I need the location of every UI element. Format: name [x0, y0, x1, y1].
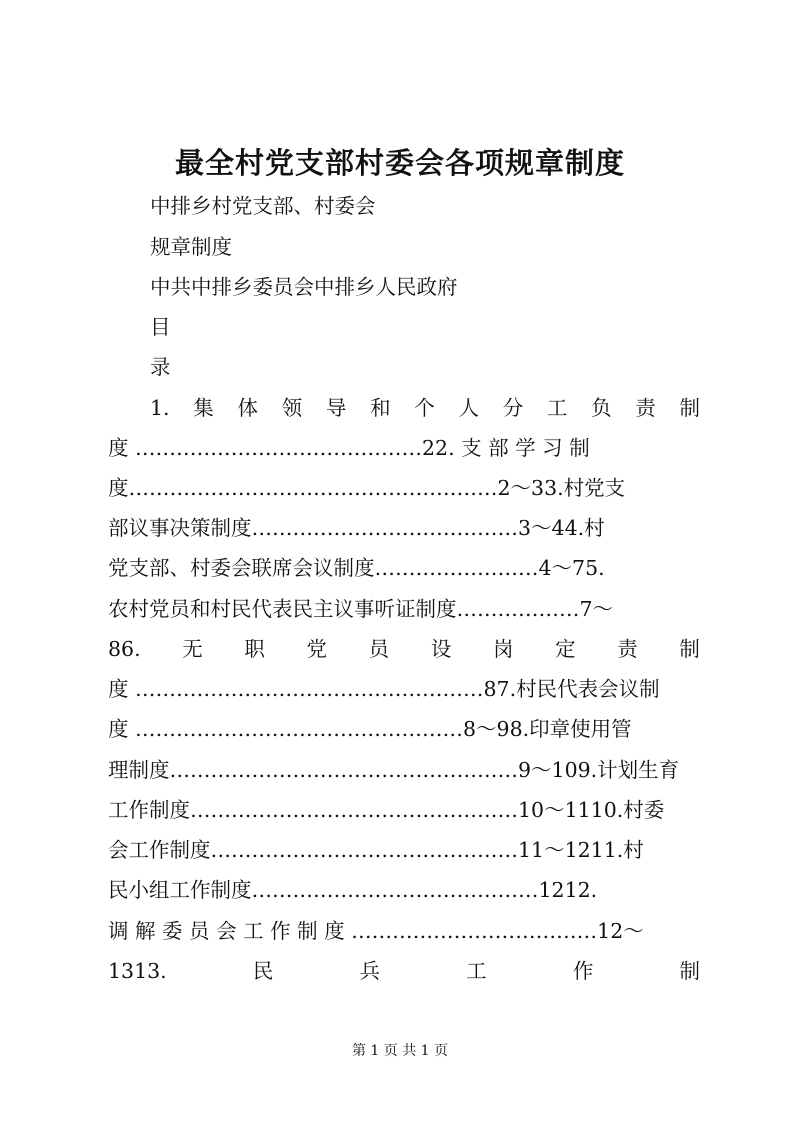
toc-token: 制: [679, 637, 700, 661]
toc-line-8: 度 ……………………………………………87.村民代表会议制: [108, 677, 660, 701]
toc-token: 负: [591, 396, 612, 420]
header-line-3: 中共中排乡委员会中排乡人民政府: [150, 275, 458, 299]
toc-token: 和: [370, 396, 391, 420]
toc-token: 制: [679, 396, 700, 420]
toc-token: 1.: [150, 396, 170, 420]
header-line-1: 中排乡村党支部、村委会: [150, 194, 376, 218]
toc-token: 职: [244, 637, 265, 661]
toc-token: 岗: [492, 637, 514, 661]
toc-heading-2: 录: [150, 355, 171, 379]
header-line-2: 规章制度: [150, 235, 232, 259]
toc-token: 工: [546, 396, 568, 420]
toc-token: 个: [414, 396, 435, 420]
toc-line-11: 工作制度…………………………………………10～1110.村委: [108, 798, 665, 822]
toc-token: 制: [679, 959, 700, 983]
toc-line-7: [108, 629, 700, 669]
toc-token: 集: [193, 396, 214, 420]
page-footer: 第 1 页 共 1 页: [351, 1043, 449, 1059]
toc-line-3: 度………………………………………………2～33.村党支: [108, 476, 626, 500]
toc-line-13: 民小组工作制度……………………………………1212.: [108, 878, 598, 902]
toc-token: 领: [281, 396, 303, 420]
toc-token: 兵: [359, 959, 380, 983]
document-title: 最全村党支部村委会各项规章制度: [174, 146, 625, 180]
toc-token: 设: [430, 637, 452, 661]
toc-token: 员: [368, 637, 390, 661]
toc-line-10: 理制度……………………………………………9～109.计划生育: [108, 758, 680, 782]
toc-token: 86.: [108, 637, 141, 661]
toc-line-4: 部议事决策制度…………………………………3～44.村: [108, 516, 605, 540]
toc-line-14: 调 解 委 员 会 工 作 制 度 ………………………………12～: [108, 919, 644, 943]
toc-token: 导: [325, 396, 347, 420]
toc-line-6: 农村党员和村民代表民主议事听证制度………………7～: [108, 597, 614, 621]
toc-line-9: 度 …………………………………………8～98.印章使用管: [108, 717, 632, 741]
toc-line-1: [150, 388, 700, 428]
toc-token: 责: [617, 637, 638, 661]
toc-heading-1: 目: [150, 315, 171, 339]
toc-line-5: 党支部、村委会联席会议制度……………………4～75.: [108, 556, 605, 580]
toc-token: 无: [182, 637, 203, 661]
toc-token: 作: [572, 959, 594, 983]
toc-token: 分: [502, 396, 524, 420]
toc-line-15: [108, 951, 700, 991]
toc-token: 党: [306, 637, 328, 661]
toc-token: 1313.: [108, 959, 167, 983]
toc-token: 人: [458, 396, 479, 420]
toc-line-2: 度 ……………………………………22. 支 部 学 习 制: [108, 436, 590, 460]
toc-token: 民: [252, 959, 274, 983]
toc-token: 责: [635, 396, 656, 420]
toc-token: 体: [237, 396, 258, 420]
toc-token: 工: [466, 959, 487, 983]
toc-line-12: 会工作制度………………………………………11～1211.村: [108, 838, 644, 862]
toc-token: 定: [555, 637, 576, 661]
